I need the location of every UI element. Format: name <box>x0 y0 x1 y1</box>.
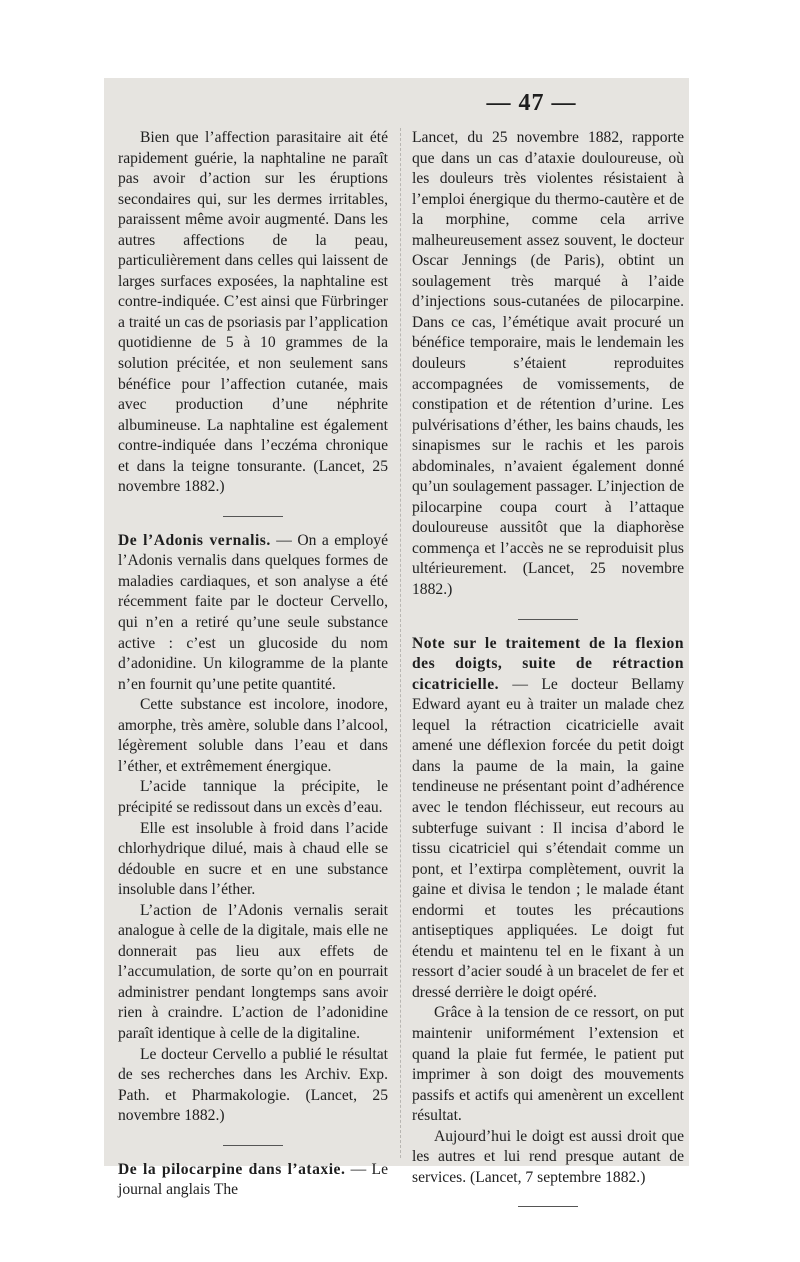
section-rule <box>223 1145 283 1146</box>
paragraph: Lancet, du 25 novembre 1882, rapporte que dans un cas d’ataxie douloureuse, où les douleurs très violentes résistaient à l’emploi énergique du thermo-cautère et de la morphine, comme cela arrive malheureusement assez souvent, le docteur Oscar Jennings (de Paris), obtint un soulagement très marqué à l’aide d’injections sous-cutanées de pilocarpine. Dans ce cas, l’émétique avait procuré un bénéfice temporaire, mais le lendemain les douleurs s’étaient reproduites accompagnées de vomissements, de constipation et de rétention d’urine. Les pulvérisations d’éther, les bains chauds, les sinapismes sur le rachis et les parois abdominales, n’avaient également donné qu’un soulagement passager. L’injection de pilocarpine coupa court à l’attaque douloureuse aussitôt que la diaphorèse commença et l’accès ne se reproduisit plus ultérieurement. (Lancet, 25 novembre 1882.) <box>412 129 684 599</box>
paragraph: Cette substance est incolore, inodore, amorphe, très amère, soluble dans l’alcool, légèrement soluble dans l’eau et dans l’éther, et extrêmement énergique. <box>118 696 388 775</box>
right-column <box>412 128 684 1221</box>
section-adonis <box>118 531 388 695</box>
section-text: — On a employé l’Adonis vernalis dans quelques formes de maladies cardiaques, et son analyse a été récemment faite par le docteur Cervello, qui n’en a retiré qu’une seule substance active : c’est un glucoside du nom d’adonidine. Un kilogramme de la plante n’en fournit qu’une petite quantité. <box>118 531 388 693</box>
section-text: — Le docteur Bellamy Edward ayant eu à traiter un malade chez lequel la rétraction cicatricielle avait amené une déflexion forcée du petit doigt dans la paume de la main, la gaine tendineuse ne présentant point d’adhérence avec le tendon fléchisseur, eut recours au subterfuge suivant : Il incisa d’abord le tissu cicatriciel qui s’étendait comme un pont, et l’extirpa complètement, ouvrit la gaine et divisa le tendon ; le malade étant endormi et toutes les précautions antiseptiques appliquées. Le doigt fut étendu et maintenu tel en le fixant à un ressort d’acier soudé à un bracelet de fer et dressé derrière le doigt opéré. <box>412 675 684 1001</box>
paragraph: L’action de l’Adonis vernalis serait analogue à celle de la digitale, mais elle ne donnerait pas lieu aux effets de l’accumulation, de sorte qu’on en pourrait administrer pendant longtemps sans avoir rien à craindre. L’action de l’adonidine paraît identique à celle de la digitaline. <box>118 901 388 1042</box>
paragraph: L’acide tannique la précipite, le précipité se redissout dans un excès d’eau. <box>118 778 388 816</box>
page-header <box>104 90 689 117</box>
paragraph: Bien que l’affection parasitaire ait été rapidement guérie, la naphtaline ne paraît pas avoir d’action sur les éruptions secondaires qui, sur les dermes irritables, paraissent même avoir augmenté. Dans les autres affections de la peau, particulièrement dans celles qui laissent de larges surfaces exposées, la naphtaline est contre-indiquée. C’est ainsi que Fürbringer a traité un cas de psoriasis par l’application quotidienne de 5 à 10 grammes de la solution précitée, et non seulement sans bénéfice pour l’affection cutanée, mais avec production d’une néphrite albumineuse. La naphtaline est également contre-indiquée dans l’eczéma chronique et dans la teigne tonsurante. (Lancet, 25 novembre 1882.) <box>118 129 388 496</box>
section-heading: De l’Adonis vernalis. <box>118 531 271 549</box>
section-rule <box>518 619 578 620</box>
paragraph: Grâce à la tension de ce ressort, on put maintenir uniformément l’extension et quand la plaie fut fermée, le patient put imprimer à son doigt des mouvements passifs et actifs qui amenèrent un excellent résultat. <box>412 1004 684 1125</box>
left-column <box>118 128 388 1201</box>
section-heading: De la pilocarpine dans l’ataxie. <box>118 1160 346 1178</box>
section-heading: Note sur le traitement de la flexion des doigts, suite de rétraction cicatricielle. <box>412 634 684 693</box>
paragraph: Le docteur Cervello a publié le résultat de ses recherches dans les Archiv. Exp. Path. et Pharmakologie. (Lancet, 25 novembre 1882.) <box>118 1045 388 1125</box>
section-flexion <box>412 634 684 1004</box>
column-divider <box>400 128 401 1158</box>
section-rule <box>223 516 283 517</box>
section-pilocarpine <box>118 1160 388 1201</box>
paragraph: Elle est insoluble à froid dans l’acide chlorhydrique dilué, mais à chaud elle se dédouble en sucre et en une substance insoluble dans l’éther. <box>118 819 388 899</box>
section-text: — Le journal anglais The <box>118 1160 388 1199</box>
paragraph: Aujourd’hui le doigt est aussi droit que les autres et lui rend presque autant de services. (Lancet, 7 septembre 1882.) <box>412 1127 684 1186</box>
section-rule <box>518 1206 578 1207</box>
page-number: — 47 — <box>486 90 577 116</box>
